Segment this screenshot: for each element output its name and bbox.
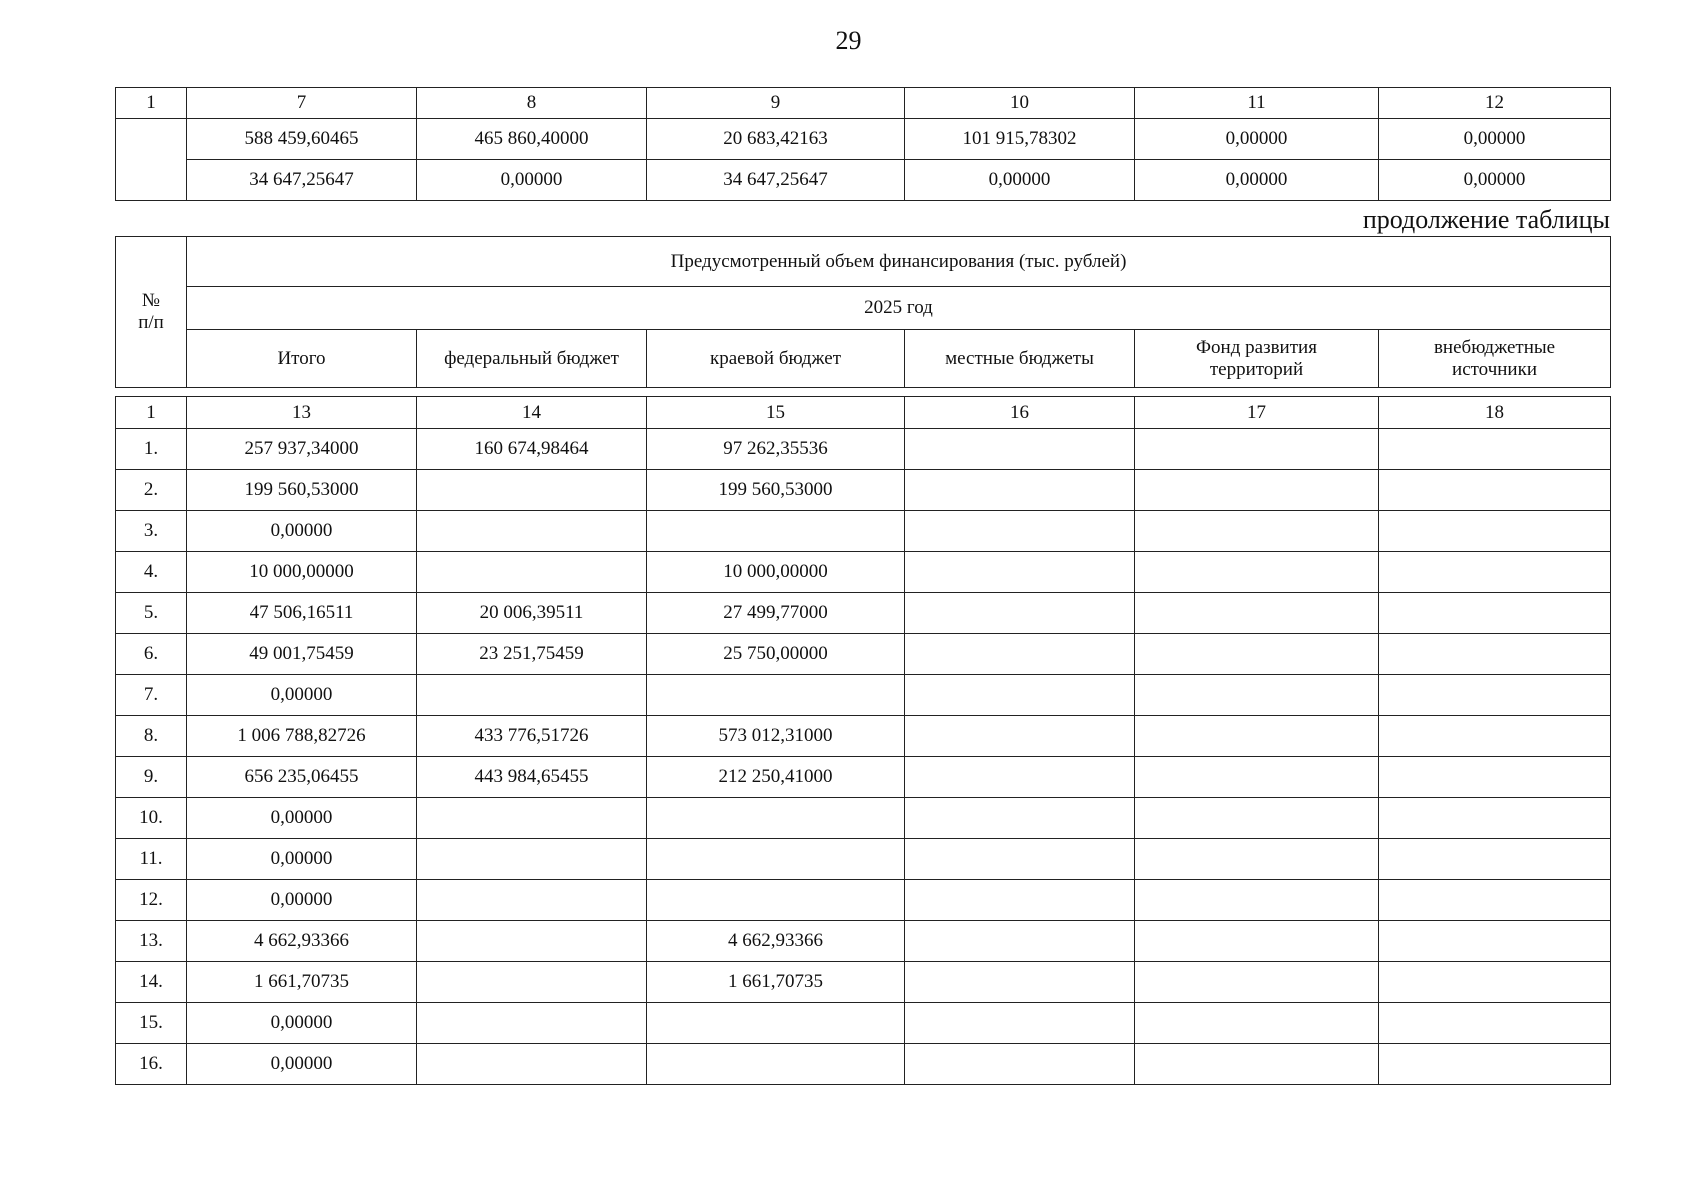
table-row (116, 839, 1611, 880)
num-header: № п/п (116, 237, 187, 388)
column-number-cell: 12 (1379, 88, 1611, 119)
table-cell (905, 511, 1135, 552)
col-header-regional: краевой бюджет (647, 330, 905, 388)
column-number-cell: 10 (905, 88, 1135, 119)
table-cell: 4 662,93366 (647, 921, 905, 962)
table-cell (1135, 429, 1379, 470)
table-cell: 1 661,70735 (187, 962, 417, 1003)
row-number-cell: 10. (116, 798, 187, 839)
table-cell (1135, 634, 1379, 675)
table-cell: 588 459,60465 (187, 119, 417, 160)
table-cell: 49 001,75459 (187, 634, 417, 675)
table-cell: 20 006,39511 (417, 593, 647, 634)
row-number-cell: 16. (116, 1044, 187, 1085)
table-cell (1379, 470, 1611, 511)
row-number-cell: 1. (116, 429, 187, 470)
row-number-cell: 12. (116, 880, 187, 921)
table-row (116, 1003, 1611, 1044)
table-cell (905, 716, 1135, 757)
table-cell: 0,00000 (187, 798, 417, 839)
table-cell: 0,00000 (187, 675, 417, 716)
row-number-cell: 7. (116, 675, 187, 716)
row-number-cell: 13. (116, 921, 187, 962)
table-cell (905, 593, 1135, 634)
table-row (116, 675, 1611, 716)
table-cell: 34 647,25647 (187, 160, 417, 201)
top_table-column-numbers-row (116, 88, 1611, 119)
table-cell: 1 006 788,82726 (187, 716, 417, 757)
table-cell: 20 683,42163 (647, 119, 905, 160)
table-cell: 23 251,75459 (417, 634, 647, 675)
table-cell: 160 674,98464 (417, 429, 647, 470)
table-cell: 0,00000 (1379, 160, 1611, 201)
continuation-label: продолжение таблицы (1362, 205, 1610, 234)
table-cell (647, 880, 905, 921)
table-cell (1135, 552, 1379, 593)
table-cell: 199 560,53000 (187, 470, 417, 511)
table-row (116, 1044, 1611, 1085)
row-number-cell: 11. (116, 839, 187, 880)
column-number-cell: 14 (417, 397, 647, 429)
column-number-cell: 9 (647, 88, 905, 119)
column-number-cell: 18 (1379, 397, 1611, 429)
table-row (116, 470, 1611, 511)
table-cell: 257 937,34000 (187, 429, 417, 470)
row-number-cell (116, 119, 187, 201)
table-cell: 573 012,31000 (647, 716, 905, 757)
table-cell (1379, 429, 1611, 470)
row-number-cell: 14. (116, 962, 187, 1003)
funding-title: Предусмотренный объем финансирования (тыс. рублей) (187, 237, 1611, 287)
table-cell: 433 776,51726 (417, 716, 647, 757)
table-row (116, 119, 1611, 160)
table-cell (1379, 552, 1611, 593)
table-row (116, 429, 1611, 470)
table-cell (1379, 962, 1611, 1003)
row-number-cell: 6. (116, 634, 187, 675)
table-cell (905, 675, 1135, 716)
table-cell (1379, 921, 1611, 962)
table-cell (905, 798, 1135, 839)
table-cell: 199 560,53000 (647, 470, 905, 511)
column-number-cell: 15 (647, 397, 905, 429)
table-cell (1135, 839, 1379, 880)
table-cell (417, 798, 647, 839)
table-cell (905, 470, 1135, 511)
table-cell (1379, 593, 1611, 634)
table-cell: 0,00000 (187, 839, 417, 880)
column-number-cell: 13 (187, 397, 417, 429)
table-cell (417, 470, 647, 511)
table-cell: 0,00000 (905, 160, 1135, 201)
table-cell: 0,00000 (187, 1044, 417, 1085)
table-row (116, 757, 1611, 798)
table-cell (1135, 470, 1379, 511)
table-cell (905, 839, 1135, 880)
table-cell (905, 634, 1135, 675)
col-header-total: Итого (187, 330, 417, 388)
table-cell (647, 511, 905, 552)
table-cell: 0,00000 (187, 1003, 417, 1044)
table-row (116, 716, 1611, 757)
table-cell (1135, 716, 1379, 757)
table-cell: 0,00000 (417, 160, 647, 201)
table-cell (1135, 880, 1379, 921)
column-number-cell: 7 (187, 88, 417, 119)
table-cell (1379, 880, 1611, 921)
table-cell (905, 1044, 1135, 1085)
table-cell (1379, 757, 1611, 798)
table-cell: 10 000,00000 (187, 552, 417, 593)
row-number-cell: 8. (116, 716, 187, 757)
table-cell: 0,00000 (1135, 119, 1379, 160)
row-number-cell: 15. (116, 1003, 187, 1044)
table-row (116, 921, 1611, 962)
table-cell: 47 506,16511 (187, 593, 417, 634)
col-header-federal: федеральный бюджет (417, 330, 647, 388)
table-cell (1379, 1044, 1611, 1085)
table-cell (1379, 798, 1611, 839)
table-cell (417, 839, 647, 880)
col-header-local: местные бюджеты (905, 330, 1135, 388)
column-number-cell: 8 (417, 88, 647, 119)
column-number-cell: 1 (116, 88, 187, 119)
column-number-cell: 17 (1135, 397, 1379, 429)
table-cell (1379, 839, 1611, 880)
table-cell: 34 647,25647 (647, 160, 905, 201)
row-number-cell: 9. (116, 757, 187, 798)
table-cell (905, 757, 1135, 798)
table-cell (905, 921, 1135, 962)
table-cell (417, 675, 647, 716)
table-cell: 443 984,65455 (417, 757, 647, 798)
table-cell: 25 750,00000 (647, 634, 905, 675)
table-cell (647, 1003, 905, 1044)
row-number-cell: 5. (116, 593, 187, 634)
table-row (116, 593, 1611, 634)
column-number-cell: 16 (905, 397, 1135, 429)
table-cell (905, 962, 1135, 1003)
main-table (115, 396, 1611, 1085)
table-cell (1379, 675, 1611, 716)
table-cell (647, 798, 905, 839)
table-cell (647, 839, 905, 880)
table-cell (905, 1003, 1135, 1044)
table-cell (1379, 634, 1611, 675)
table-cell: 0,00000 (1379, 119, 1611, 160)
table-row (116, 634, 1611, 675)
table-cell (1379, 1003, 1611, 1044)
table-cell (1135, 962, 1379, 1003)
table-cell (1135, 757, 1379, 798)
table-row (116, 160, 1611, 201)
col-header-territory-fund: Фонд развития территорий (1135, 330, 1379, 388)
table-cell: 97 262,35536 (647, 429, 905, 470)
table-cell (417, 511, 647, 552)
table-cell: 465 860,40000 (417, 119, 647, 160)
table-row (116, 798, 1611, 839)
table-cell: 4 662,93366 (187, 921, 417, 962)
table-cell (417, 880, 647, 921)
table-cell: 656 235,06455 (187, 757, 417, 798)
table-cell: 0,00000 (187, 511, 417, 552)
table-cell (1379, 511, 1611, 552)
table-cell: 0,00000 (187, 880, 417, 921)
table-cell (417, 921, 647, 962)
table-cell: 10 000,00000 (647, 552, 905, 593)
table-cell: 101 915,78302 (905, 119, 1135, 160)
table-cell: 27 499,77000 (647, 593, 905, 634)
table-cell (1135, 798, 1379, 839)
table-row (116, 962, 1611, 1003)
table-cell (905, 429, 1135, 470)
top-table (115, 87, 1611, 201)
table-cell (1135, 511, 1379, 552)
header-table (115, 236, 1611, 388)
row-number-cell: 4. (116, 552, 187, 593)
col-header-extrabudgetary: внебюджетные источники (1379, 330, 1611, 388)
table-cell (417, 962, 647, 1003)
table-cell (1135, 593, 1379, 634)
table-cell (1135, 1003, 1379, 1044)
table-cell (905, 552, 1135, 593)
row-number-cell: 3. (116, 511, 187, 552)
table-cell (1135, 1044, 1379, 1085)
table-cell (1379, 716, 1611, 757)
column-number-cell: 11 (1135, 88, 1379, 119)
row-number-cell: 2. (116, 470, 187, 511)
table-cell (905, 880, 1135, 921)
table-cell (417, 1044, 647, 1085)
table-cell (1135, 675, 1379, 716)
table-row (116, 880, 1611, 921)
table-cell (647, 1044, 905, 1085)
table-cell (417, 1003, 647, 1044)
table-row (116, 511, 1611, 552)
table-cell (417, 552, 647, 593)
year-header: 2025 год (187, 287, 1611, 330)
table-cell (1135, 921, 1379, 962)
table-cell: 212 250,41000 (647, 757, 905, 798)
table-row (116, 552, 1611, 593)
table-cell: 0,00000 (1135, 160, 1379, 201)
main_table-column-numbers-row (116, 397, 1611, 429)
table-cell: 1 661,70735 (647, 962, 905, 1003)
column-number-cell: 1 (116, 397, 187, 429)
page-number: 29 (835, 26, 862, 55)
table-cell (647, 675, 905, 716)
